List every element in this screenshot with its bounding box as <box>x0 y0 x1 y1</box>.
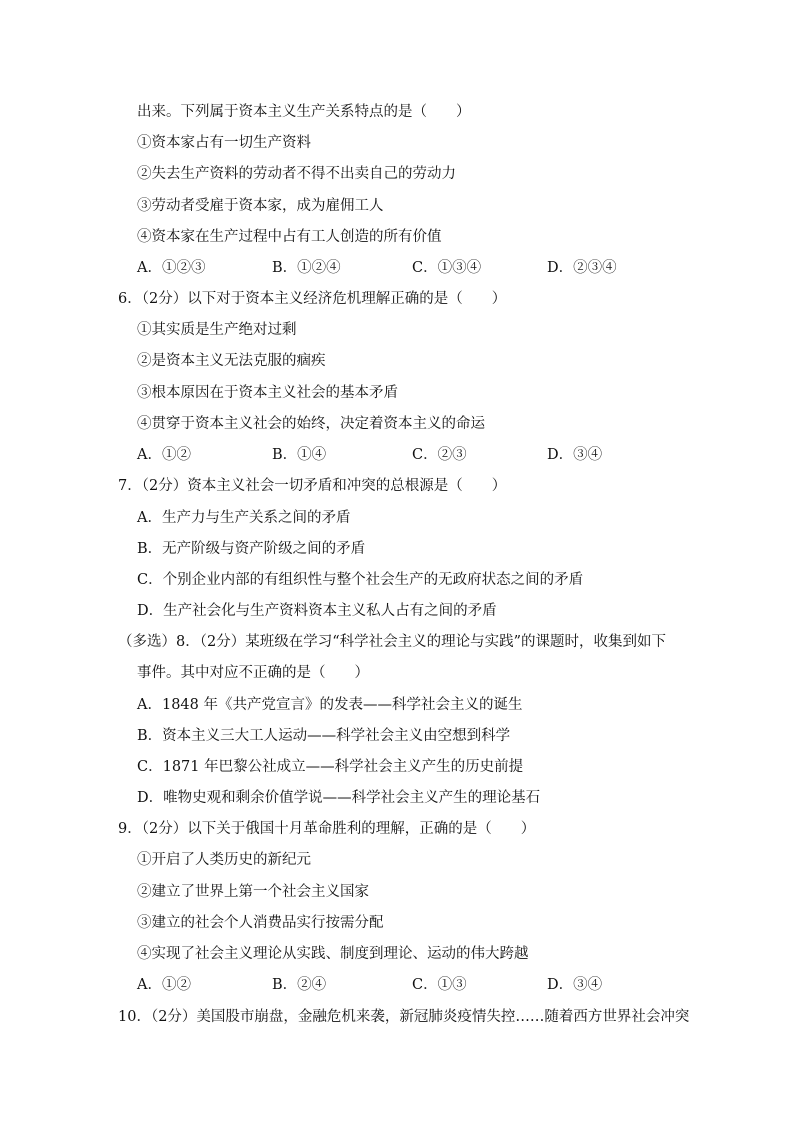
q5-item-4: ④资本家在生产过程中占有工人创造的所有价值 <box>137 229 442 245</box>
q5-item-2: ②失去生产资料的劳动者不得不出卖自己的劳动力 <box>137 166 456 182</box>
q6-option-a[interactable]: A．①② <box>137 447 191 463</box>
q8-option-b[interactable]: B．资本主义三大工人运动——科学社会主义由空想到科学 <box>137 728 511 744</box>
q7-option-a[interactable]: A．生产力与生产关系之间的矛盾 <box>137 510 351 526</box>
q6-option-b[interactable]: B．①④ <box>272 447 327 463</box>
q7-stem: 7．（2分）资本主义社会一切矛盾和冲突的总根源是（ ） <box>118 478 507 494</box>
q8-stem-line-1: （多选）8．（2分）某班级在学习“科学社会主义的理论与实践”的课题时，收集到如下 <box>118 634 667 650</box>
q9-option-b[interactable]: B．②④ <box>272 977 327 993</box>
q6-item-3: ③根本原因在于资本主义社会的基本矛盾 <box>137 385 398 401</box>
q9-item-4: ④实现了社会主义理论从实践、制度到理论、运动的伟大跨越 <box>137 946 529 962</box>
q9-item-3: ③建立的社会个人消费品实行按需分配 <box>137 915 384 931</box>
q5-option-b[interactable]: B．①②④ <box>272 260 341 276</box>
q8-option-c[interactable]: C．1871 年巴黎公社成立——科学社会主义产生的历史前提 <box>137 759 524 775</box>
q6-stem: 6．（2分）以下对于资本主义经济危机理解正确的是（ ） <box>118 291 507 307</box>
q6-item-2: ②是资本主义无法克服的痼疾 <box>137 353 326 369</box>
q8-option-a[interactable]: A．1848 年《共产党宣言》的发表——科学社会主义的诞生 <box>137 697 523 713</box>
q8-option-d[interactable]: D．唯物史观和剩余价值学说——科学社会主义产生的理论基石 <box>137 790 541 806</box>
q7-option-c[interactable]: C．个别企业内部的有组织性与整个社会生产的无政府状态之间的矛盾 <box>137 572 584 588</box>
q7-option-b[interactable]: B．无产阶级与资产阶级之间的矛盾 <box>137 541 366 557</box>
q10-stem: 10．（2分）美国股市崩盘，金融危机来袭，新冠肺炎疫情失控……随着西方世界社会冲突 <box>118 1009 690 1025</box>
q9-item-1: ①开启了人类历史的新纪元 <box>137 852 311 868</box>
q5-item-3: ③劳动者受雇于资本家，成为雇佣工人 <box>137 198 384 214</box>
q5-option-d[interactable]: D．②③④ <box>547 260 617 276</box>
q6-option-c[interactable]: C．②③ <box>412 447 467 463</box>
q7-option-d[interactable]: D．生产社会化与生产资料资本主义私人占有之间的矛盾 <box>137 603 497 619</box>
q5-stem-continuation: 出来。下列属于资本主义生产关系特点的是（ ） <box>137 104 471 120</box>
q5-option-c[interactable]: C．①③④ <box>412 260 482 276</box>
q5-option-a[interactable]: A．①②③ <box>137 260 206 276</box>
q9-item-2: ②建立了世界上第一个社会主义国家 <box>137 884 369 900</box>
q9-stem: 9．（2分）以下关于俄国十月革命胜利的理解，正确的是（ ） <box>118 821 536 837</box>
q9-option-d[interactable]: D．③④ <box>547 977 603 993</box>
q5-item-1: ①资本家占有一切生产资料 <box>137 135 311 151</box>
q9-option-a[interactable]: A．①② <box>137 977 191 993</box>
q8-stem-line-2: 事件。其中对应不正确的是（ ） <box>137 665 369 681</box>
q6-item-1: ①其实质是生产绝对过剩 <box>137 322 297 338</box>
q6-item-4: ④贯穿于资本主义社会的始终，决定着资本主义的命运 <box>137 416 485 432</box>
q9-option-c[interactable]: C．①③ <box>412 977 467 993</box>
q6-option-d[interactable]: D．③④ <box>547 447 603 463</box>
